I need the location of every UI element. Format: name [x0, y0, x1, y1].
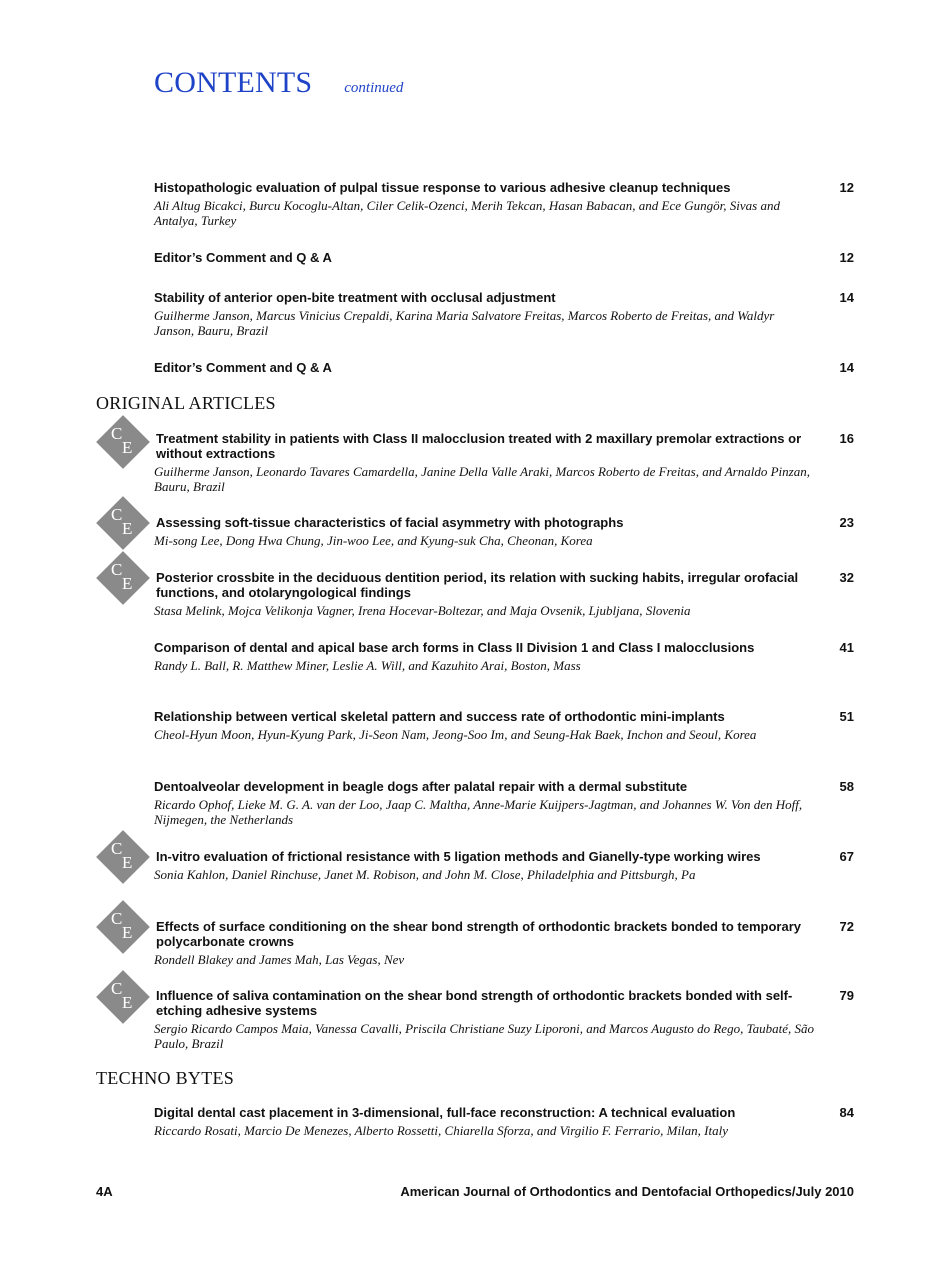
page-number: 58: [839, 779, 854, 794]
article-title[interactable]: Dentoalveolar development in beagle dogs after palatal repair with a dermal substitute: [154, 779, 688, 794]
toc-entry[interactable]: [154, 779, 854, 827]
article-title[interactable]: Effects of surface conditioning on the shear bond strength of orthodontic brackets bonded to temporary polycarbonate crowns: [156, 919, 801, 949]
page-number: 32: [839, 570, 854, 585]
page-number: 67: [839, 849, 854, 864]
page-number: 72: [839, 919, 854, 934]
article-title[interactable]: Stability of anterior open-bite treatment with occlusal adjustment: [154, 290, 556, 305]
ce-credit-icon: C E: [96, 551, 150, 605]
article-title[interactable]: Assessing soft-tissue characteristics of facial asymmetry with photographs: [156, 515, 624, 530]
footer-page-number: 4A: [96, 1184, 113, 1199]
article-title[interactable]: Histopathologic evaluation of pulpal tissue response to various adhesive cleanup techniques: [154, 180, 731, 195]
article-authors: Riccardo Rosati, Marcio De Menezes, Alberto Rossetti, Chiarella Sforza, and Virgilio F. Ferrario, Milan, Italy: [154, 1123, 728, 1138]
article-title[interactable]: Editor’s Comment and Q & A: [154, 360, 332, 375]
article-title[interactable]: Relationship between vertical skeletal pattern and success rate of orthodontic mini-implants: [154, 709, 725, 724]
article-title[interactable]: Posterior crossbite in the deciduous dentition period, its relation with sucking habits, irregular orofacial functions, and otolaryngological findings: [156, 570, 799, 600]
ce-credit-icon: C E: [96, 900, 150, 954]
article-authors: Sonia Kahlon, Daniel Rinchuse, Janet M. Robison, and John M. Close, Philadelphia and Pittsburgh, Pa: [154, 867, 696, 882]
page-number: 14: [839, 290, 854, 305]
article-title[interactable]: In-vitro evaluation of frictional resistance with 5 ligation methods and Gianelly-type working wires: [156, 849, 761, 864]
article-title[interactable]: Comparison of dental and apical base arch forms in Class II Division 1 and Class I malocclusions: [154, 640, 755, 655]
section-heading-techno-bytes: TECHNO BYTES: [96, 1068, 235, 1088]
article-authors: Stasa Melink, Mojca Velikonja Vagner, Irena Hocevar-Boltezar, and Maja Ovsenik, Ljubljana, Slovenia: [154, 603, 691, 618]
toc-entry[interactable]: [154, 919, 854, 967]
toc-entry[interactable]: [154, 515, 854, 548]
page-number: 12: [839, 250, 854, 265]
toc-entry[interactable]: [154, 250, 854, 265]
page-number: 23: [839, 515, 854, 530]
page-number: 51: [839, 709, 854, 724]
article-authors: Randy L. Ball, R. Matthew Miner, Leslie A. Will, and Kazuhito Arai, Boston, Mass: [154, 658, 581, 673]
article-title[interactable]: Digital dental cast placement in 3-dimensional, full-face reconstruction: A technical evaluation: [154, 1105, 736, 1120]
article-title[interactable]: Treatment stability in patients with Class II malocclusion treated with 2 maxillary premolar extractions or without extractions: [156, 431, 802, 461]
page-title: CONTENTS: [154, 66, 313, 99]
toc-entry[interactable]: [154, 640, 854, 673]
ce-credit-icon: C E: [96, 970, 150, 1024]
toc-entry[interactable]: [154, 1105, 854, 1138]
article-authors: Ricardo Ophof, Lieke M. G. A. van der Loo, Jaap C. Maltha, Anne-Marie Kuijpers-Jagtman, and Johannes W. Von den Hoff, Nijmegen, the Netherlands: [154, 797, 803, 827]
article-authors: Guilherme Janson, Marcus Vinicius Crepaldi, Karina Maria Salvatore Freitas, Marcos Roberto de Freitas, and Waldyr Janson, Bauru, Brazil: [154, 308, 775, 338]
toc-entry[interactable]: [154, 290, 854, 338]
toc-entry[interactable]: [154, 431, 854, 494]
page-number: 14: [839, 360, 854, 375]
article-authors: Mi-song Lee, Dong Hwa Chung, Jin-woo Lee, and Kyung-suk Cha, Cheonan, Korea: [154, 533, 593, 548]
footer-journal-title: American Journal of Orthodontics and Dentofacial Orthopedics/July 2010: [400, 1184, 854, 1199]
ce-credit-icon: C E: [96, 415, 150, 469]
article-authors: Sergio Ricardo Campos Maia, Vanessa Cavalli, Priscila Christiane Suzy Liporoni, and Marcos Augusto do Rego, Taubaté, São Paulo, Brazil: [154, 1021, 814, 1051]
toc-entry[interactable]: [154, 849, 854, 882]
ce-credit-icon: C E: [96, 830, 150, 884]
section-heading-original-articles: ORIGINAL ARTICLES: [96, 393, 276, 413]
contents-header: [154, 66, 403, 100]
article-authors: Guilherme Janson, Leonardo Tavares Camardella, Janine Della Valle Araki, Marcos Roberto de Freitas, and Arnaldo Pinzan, Bauru, Brazil: [154, 464, 810, 494]
page-number: 79: [839, 988, 854, 1003]
toc-entry[interactable]: [154, 360, 854, 375]
toc-entry[interactable]: [154, 180, 854, 228]
article-title[interactable]: Editor’s Comment and Q & A: [154, 250, 332, 265]
page-number: 84: [839, 1105, 854, 1120]
page-number: 41: [839, 640, 854, 655]
toc-entry[interactable]: [154, 988, 854, 1051]
article-authors: Ali Altug Bicakci, Burcu Kocoglu-Altan, Ciler Celik-Ozenci, Merih Tekcan, Hasan Babacan, and Ece Gungör, Sivas and Antalya, Turkey: [154, 198, 780, 228]
article-authors: Rondell Blakey and James Mah, Las Vegas, Nev: [154, 952, 405, 967]
toc-entry[interactable]: [154, 570, 854, 618]
page-number: 16: [839, 431, 854, 446]
ce-credit-icon: C E: [96, 496, 150, 550]
toc-entry[interactable]: [154, 709, 854, 742]
page-number: 12: [839, 180, 854, 195]
continued-label: continued: [344, 80, 404, 96]
article-title[interactable]: Influence of saliva contamination on the shear bond strength of orthodontic brackets bonded with self-etching adhesive systems: [156, 988, 793, 1018]
article-authors: Cheol-Hyun Moon, Hyun-Kyung Park, Ji-Seon Nam, Jeong-Soo Im, and Seung-Hak Baek, Inchon and Seoul, Korea: [154, 727, 757, 742]
